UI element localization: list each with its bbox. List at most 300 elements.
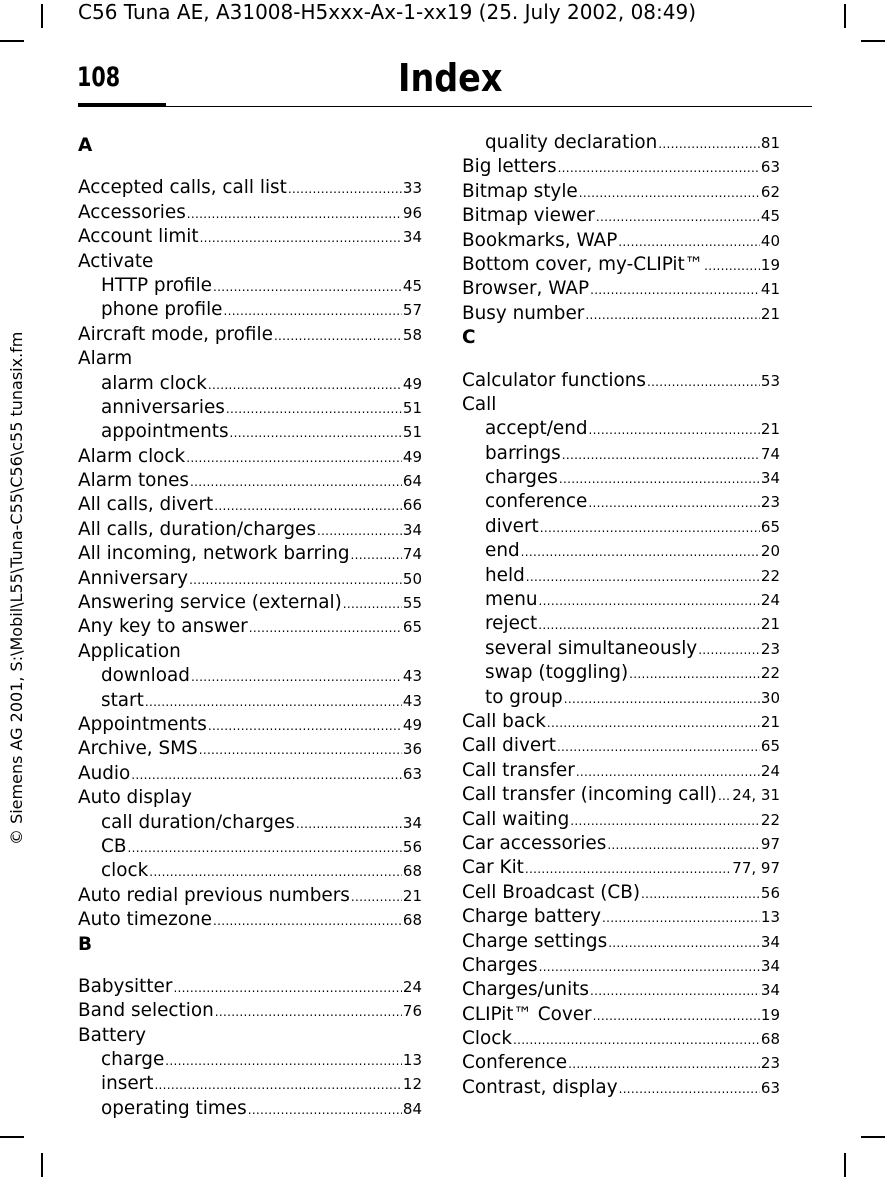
leader-dots <box>214 494 402 518</box>
entry-term: Anniversary <box>78 567 189 589</box>
entry-term: Appointments <box>78 713 207 735</box>
entry-term: operating times <box>101 1097 247 1119</box>
index-subentry <box>78 396 422 420</box>
leader-dots <box>173 976 401 1000</box>
entry-page-number: 45 <box>402 276 422 295</box>
entry-term: anniversaries <box>101 396 225 418</box>
entry-term: Clock <box>462 1028 512 1050</box>
leader-dots <box>191 665 402 689</box>
entry-term: end <box>485 540 520 562</box>
leader-dots <box>521 540 760 564</box>
entry-term: appointments <box>101 421 229 443</box>
index-entry <box>78 762 422 786</box>
index-subentry <box>78 859 422 883</box>
section-letter: B <box>78 933 93 955</box>
entry-term: Calculator functions <box>462 369 646 391</box>
entry-page-number: 56 <box>402 837 422 856</box>
leader-dots <box>213 909 402 933</box>
leader-dots <box>539 955 760 979</box>
entry-page-number: 45 <box>760 207 780 226</box>
index-entry <box>462 204 780 228</box>
leader-dots <box>288 177 402 201</box>
leader-dots <box>547 711 760 735</box>
entry-term: Bitmap style <box>462 180 578 202</box>
leader-dots <box>557 735 760 759</box>
entry-term: Aircraft mode, profile <box>78 323 273 345</box>
entry-page-number: 76 <box>402 1002 422 1021</box>
leader-dots <box>538 613 760 637</box>
index-entry <box>462 734 780 758</box>
entry-page-number: 51 <box>402 398 422 417</box>
entry-page-number: 34 <box>402 228 422 247</box>
entry-term: Any key to answer <box>78 616 248 638</box>
leader-dots <box>208 714 402 738</box>
index-entry <box>78 323 422 347</box>
entry-page-number: 63 <box>760 1078 780 1097</box>
entry-page-number: 22 <box>760 664 780 683</box>
crop-mark-tr-h <box>861 40 885 42</box>
leader-dots <box>602 906 760 930</box>
index-subentry <box>462 686 780 710</box>
leader-dots <box>647 370 760 394</box>
entry-term: Call back <box>462 710 546 732</box>
leader-dots <box>589 418 760 442</box>
entry-term: Activate <box>78 250 154 272</box>
index-entry <box>462 1027 780 1051</box>
leader-dots <box>274 324 402 348</box>
entry-page-number: 64 <box>402 472 422 491</box>
header-rule-accent <box>78 103 166 107</box>
index-subentry <box>462 539 780 563</box>
leader-dots <box>145 690 402 714</box>
leader-dots <box>213 275 402 299</box>
entry-page-number: 65 <box>760 737 780 756</box>
entry-page-number: 68 <box>402 862 422 881</box>
index-entry <box>78 999 422 1023</box>
entry-term: Auto timezone <box>78 909 212 931</box>
entry-page-number: 55 <box>402 594 422 613</box>
entry-term: Auto redial previous numbers <box>78 884 350 906</box>
leader-dots <box>296 812 402 836</box>
entry-term: Call transfer (incoming call) <box>462 784 717 806</box>
index-entry <box>462 930 780 954</box>
entry-page-number: 12 <box>402 1075 422 1094</box>
entry-term: alarm clock <box>101 372 207 394</box>
entry-page-number: 84 <box>402 1099 422 1118</box>
entry-term: All incoming, network barring <box>78 543 350 565</box>
entry-page-number: 58 <box>402 325 422 344</box>
index-subentry <box>78 1097 422 1121</box>
entry-term: Bottom cover, my-CLIPit™ <box>462 253 704 275</box>
index-subentry <box>78 274 422 298</box>
leader-dots <box>200 226 402 250</box>
index-heading <box>78 347 422 371</box>
entry-page-number: 41 <box>760 280 780 299</box>
index-entry <box>462 253 780 277</box>
entry-term: Alarm tones <box>78 470 189 492</box>
entry-page-number: 24, 31 <box>732 786 780 805</box>
entry-page-number: 56 <box>760 883 780 902</box>
entry-term: Bitmap viewer <box>462 205 595 227</box>
entry-page-number: 77, 97 <box>732 859 780 878</box>
entry-term: Auto display <box>78 787 192 809</box>
entry-page-number: 34 <box>760 981 780 1000</box>
leader-dots <box>154 1073 401 1097</box>
entry-term: several simultaneously <box>485 637 698 659</box>
leader-dots <box>570 809 760 833</box>
entry-page-number: 68 <box>402 911 422 930</box>
leader-dots <box>596 205 760 229</box>
entry-term: divert <box>485 515 539 537</box>
entry-term: Audio <box>78 762 131 784</box>
index-subentry <box>462 131 780 155</box>
leader-dots <box>576 760 760 784</box>
leader-dots <box>608 931 760 955</box>
entry-page-number: 30 <box>760 688 780 707</box>
entry-page-number: 97 <box>760 834 780 853</box>
entry-page-number: 34 <box>760 469 780 488</box>
entry-page-number: 23 <box>760 493 780 512</box>
entry-page-number: 19 <box>760 1005 780 1024</box>
crop-mark-tr-v <box>844 4 846 28</box>
crop-mark-br-h <box>861 1136 885 1138</box>
entry-term: start <box>101 689 144 711</box>
entry-term: Call transfer <box>462 759 575 781</box>
entry-term: accept/end <box>485 418 588 440</box>
index-subentry <box>78 372 422 396</box>
index-entry <box>462 856 780 880</box>
page-number: 108 <box>77 62 121 93</box>
entry-page-number: 49 <box>402 447 422 466</box>
entry-page-number: 21 <box>760 420 780 439</box>
entry-term: quality declaration <box>485 132 658 153</box>
page-title: Index <box>398 56 503 100</box>
entry-term: CLIPit™ Cover <box>462 1003 592 1025</box>
entry-term: Battery <box>78 1024 147 1046</box>
entry-term: Accepted calls, call list <box>78 177 287 199</box>
index-entry <box>462 832 780 856</box>
entry-term: swap (toggling) <box>485 662 629 684</box>
leader-dots <box>127 836 401 860</box>
entry-term: menu <box>485 589 538 611</box>
index-heading <box>78 1024 422 1048</box>
leader-dots <box>230 421 402 445</box>
leader-dots <box>718 784 731 808</box>
index-entry <box>78 542 422 566</box>
leader-dots <box>224 299 402 323</box>
entry-term: Account limit <box>78 226 199 248</box>
entry-term: All calls, divert <box>78 494 214 516</box>
index-subentry <box>462 588 780 612</box>
entry-page-number: 22 <box>760 810 780 829</box>
index-subentry <box>462 612 780 636</box>
entry-page-number: 81 <box>760 134 780 152</box>
index-entry <box>78 591 422 615</box>
index-subentry <box>462 417 780 441</box>
index-entry <box>462 978 780 1002</box>
entry-term: Car accessories <box>462 832 607 854</box>
leader-dots <box>539 589 760 613</box>
section-letter: C <box>462 327 476 349</box>
entry-page-number: 33 <box>402 179 422 198</box>
index-subentry <box>78 689 422 713</box>
leader-dots <box>208 373 402 397</box>
leader-dots <box>618 230 760 254</box>
entry-page-number: 66 <box>402 496 422 515</box>
index-subentry <box>462 442 780 466</box>
index-entry <box>78 884 422 908</box>
entry-term: Cell Broadcast (CB) <box>462 881 641 903</box>
index-subentry <box>78 835 422 859</box>
index-entry <box>462 1051 780 1075</box>
index-subentry <box>462 466 780 490</box>
entry-page-number: 13 <box>402 1051 422 1070</box>
leader-dots <box>558 156 760 180</box>
entry-page-number: 49 <box>402 374 422 393</box>
section-letter: A <box>78 135 93 156</box>
leader-dots <box>588 491 760 515</box>
entry-term: Big letters <box>462 156 557 178</box>
entry-page-number: 50 <box>402 569 422 588</box>
leader-dots <box>568 1052 760 1076</box>
leader-dots <box>215 1000 402 1024</box>
running-header: C56 Tuna AE, A31008-H5xxx-Ax-1-xx19 (25. July 2002, 08:49) <box>78 0 697 24</box>
entry-term: Alarm <box>78 348 133 370</box>
entry-page-number: 57 <box>402 301 422 320</box>
entry-page-number: 13 <box>760 908 780 927</box>
entry-page-number: 74 <box>760 444 780 463</box>
entry-term: download <box>101 665 190 687</box>
entry-page-number: 21 <box>402 886 422 905</box>
index-subentry <box>78 811 422 835</box>
index-subentry <box>78 664 422 688</box>
entry-term: Charge settings <box>462 930 608 952</box>
entry-page-number: 24 <box>402 977 422 996</box>
entry-page-number: 24 <box>760 761 780 780</box>
leader-dots <box>226 397 402 421</box>
entry-term: charge <box>101 1049 165 1071</box>
index-entry <box>78 201 422 225</box>
index-entry <box>462 229 780 253</box>
leader-dots <box>199 738 402 762</box>
leader-dots <box>619 1077 760 1101</box>
header-rule <box>78 106 812 107</box>
entry-term: Call <box>462 393 497 415</box>
entry-page-number: 51 <box>402 423 422 442</box>
index-entry <box>78 567 422 591</box>
entry-term: Call divert <box>462 735 556 757</box>
index-entry <box>78 225 422 249</box>
entry-term: Alarm clock <box>78 445 186 467</box>
leader-dots <box>186 446 402 470</box>
entry-term: Band selection <box>78 1000 214 1022</box>
index-entry <box>462 302 780 326</box>
index-entry <box>462 277 780 301</box>
index-entry <box>78 469 422 493</box>
leader-dots <box>658 132 760 156</box>
index-subentry <box>462 661 780 685</box>
leader-dots <box>317 519 402 543</box>
leader-dots <box>513 1028 760 1052</box>
index-entry <box>462 783 780 807</box>
leader-dots <box>351 885 402 909</box>
crop-mark-bl-v <box>41 1153 43 1177</box>
index-entry <box>78 615 422 639</box>
index-entry <box>78 445 422 469</box>
index-entry <box>462 954 780 978</box>
entry-page-number: 34 <box>402 520 422 539</box>
entry-term: clock <box>101 860 149 882</box>
index-column-right <box>462 131 780 1100</box>
entry-page-number: 34 <box>760 932 780 951</box>
entry-page-number: 65 <box>760 517 780 536</box>
entry-page-number: 36 <box>402 740 422 759</box>
entry-page-number: 23 <box>760 639 780 658</box>
leader-dots <box>187 202 402 226</box>
leader-dots <box>559 467 760 491</box>
entry-term: phone profile <box>101 299 223 321</box>
entry-page-number: 96 <box>402 203 422 222</box>
entry-term: Application <box>78 640 181 662</box>
index-subentry <box>78 420 422 444</box>
index-entry <box>462 155 780 179</box>
entry-term: Conference <box>462 1052 568 1074</box>
index-column-left <box>78 134 422 1121</box>
entry-term: Bookmarks, WAP <box>462 229 618 251</box>
entry-page-number: 63 <box>402 764 422 783</box>
leader-dots <box>165 1049 402 1073</box>
entry-term: barrings <box>485 442 561 464</box>
entry-term: Contrast, display <box>462 1076 618 1098</box>
leader-dots <box>641 882 760 906</box>
entry-page-number: 21 <box>760 712 780 731</box>
index-entry <box>462 1003 780 1027</box>
entry-page-number: 19 <box>760 255 780 274</box>
entry-term: CB <box>101 835 127 857</box>
leader-dots <box>525 857 731 881</box>
entry-term: Charge battery <box>462 906 601 928</box>
leader-dots <box>249 616 402 640</box>
entry-term: charges <box>485 467 558 489</box>
entry-term: Answering service (external) <box>78 592 342 614</box>
entry-term: Browser, WAP <box>462 278 590 300</box>
entry-page-number: 65 <box>402 618 422 637</box>
index-heading <box>462 393 780 417</box>
entry-page-number: 24 <box>760 591 780 610</box>
leader-dots <box>585 303 760 327</box>
index-subentry <box>462 490 780 514</box>
entry-page-number: 68 <box>760 1030 780 1049</box>
leader-dots <box>607 833 760 857</box>
entry-page-number: 49 <box>402 715 422 734</box>
crop-mark-tl-h <box>0 40 24 42</box>
index-entry <box>78 176 422 200</box>
entry-page-number: 21 <box>760 615 780 634</box>
entry-term: Archive, SMS <box>78 738 198 760</box>
leader-dots <box>526 565 760 589</box>
index-entry <box>462 881 780 905</box>
leader-dots <box>248 1098 402 1122</box>
leader-dots <box>579 181 760 205</box>
entry-term: Call waiting <box>462 808 570 830</box>
index-entry <box>462 369 780 393</box>
entry-term: Busy number <box>462 302 585 324</box>
leader-dots <box>629 662 760 686</box>
leader-dots <box>351 543 402 567</box>
index-entry <box>462 808 780 832</box>
entry-page-number: 63 <box>760 158 780 177</box>
index-entry <box>78 908 422 932</box>
index-entry <box>462 1076 780 1100</box>
entry-page-number: 43 <box>402 691 422 710</box>
entry-term: conference <box>485 491 588 513</box>
leader-dots <box>343 592 402 616</box>
entry-page-number: 21 <box>760 304 780 323</box>
entry-term: call duration/charges <box>101 811 295 833</box>
entry-term: reject <box>485 613 538 635</box>
leader-dots <box>149 860 402 884</box>
index-heading <box>78 640 422 664</box>
entry-term: Charges <box>462 954 538 976</box>
index-subentry <box>462 515 780 539</box>
entry-term: Babysitter <box>78 975 173 997</box>
index-heading <box>78 786 422 810</box>
index-entry <box>78 737 422 761</box>
index-entry <box>462 905 780 929</box>
entry-term: Accessories <box>78 201 186 223</box>
leader-dots <box>590 278 760 302</box>
index-subentry <box>462 564 780 588</box>
leader-dots <box>562 443 760 467</box>
entry-page-number: 74 <box>402 545 422 564</box>
leader-dots <box>189 568 402 592</box>
leader-dots <box>698 638 760 662</box>
crop-mark-bl-h <box>0 1136 24 1138</box>
index-heading <box>78 250 422 274</box>
entry-term: HTTP profile <box>101 274 212 296</box>
crop-mark-tl-v <box>41 4 43 28</box>
index-entry <box>78 713 422 737</box>
leader-dots <box>590 979 760 1003</box>
index-entry <box>462 759 780 783</box>
entry-page-number: 34 <box>402 813 422 832</box>
crop-mark-br-v <box>844 1153 846 1177</box>
leader-dots <box>540 516 760 540</box>
entry-page-number: 40 <box>760 231 780 250</box>
entry-page-number: 43 <box>402 667 422 686</box>
index-entry <box>78 975 422 999</box>
index-subentry <box>462 637 780 661</box>
entry-page-number: 62 <box>760 182 780 201</box>
side-copyright-note: © Siemens AG 2001, S:\Mobil\L55\Tuna-C55\C56\c55 tunasix.fm <box>7 331 26 845</box>
entry-page-number: 20 <box>760 542 780 561</box>
leader-dots <box>593 1004 760 1028</box>
leader-dots <box>131 763 402 787</box>
index-subentry <box>78 298 422 322</box>
entry-term: All calls, duration/charges <box>78 518 316 540</box>
entry-page-number: 23 <box>760 1054 780 1073</box>
index-entry <box>78 493 422 517</box>
entry-term: Car Kit <box>462 857 524 879</box>
index-subentry <box>78 1072 422 1096</box>
entry-term: insert <box>101 1073 154 1095</box>
leader-dots <box>190 470 402 494</box>
index-subentry <box>78 1048 422 1072</box>
leader-dots <box>564 687 760 711</box>
entry-term: Charges/units <box>462 979 589 1001</box>
entry-page-number: 22 <box>760 566 780 585</box>
entry-term: held <box>485 564 525 586</box>
